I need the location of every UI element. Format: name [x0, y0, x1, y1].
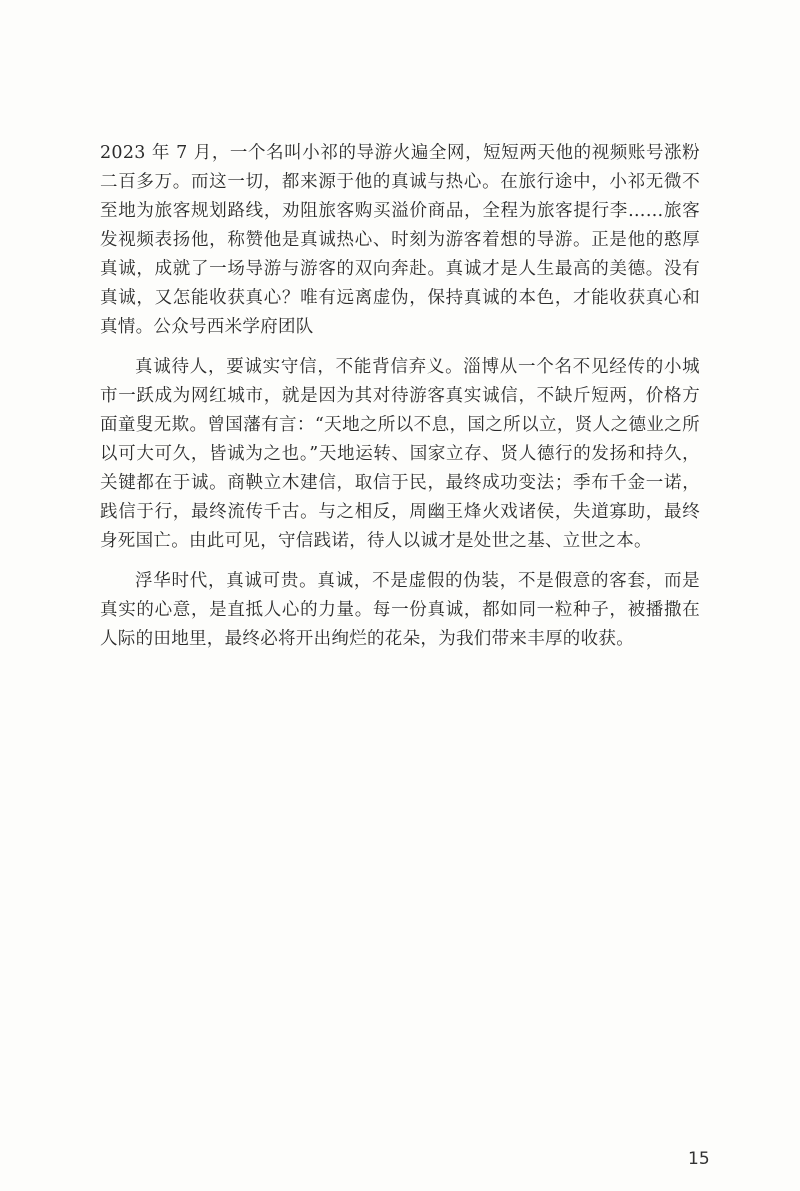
- paragraph-3: 浮华时代，真诚可贵。真诚，不是虚假的伪装，不是假意的客套，而是真实的心意，是直抵人心的力量。每一份真诚，都如同一粒种子，被播撒在人际的田地里，最终必将开出绚烂的花朵，为我们带来丰厚的收获。: [100, 571, 700, 649]
- page-number: 15: [688, 1149, 710, 1169]
- paragraph-2: 真诚待人，要诚实守信，不能背信弃义。淄博从一个名不见经传的小城市一跃成为网红城市，就是因为其对待游客真实诚信，不缺斤短两，价格方面童叟无欺。曾国藩有言：“天地之所以不息，国之所以立，贤人之德业之所以可大可久，皆诚为之也。”天地运转、国家立存、贤人德行的发扬和持久，关键都在于诚。商鞅立木建信，取信于民，最终成功变法；季布千金一诺，践信于行，最终流传千古。与之相反，周幽王烽火戏诸侯，失道寡助，最终身死国亡。由此可见，守信践诺，待人以诚才是处世之基、立世之本。: [100, 357, 700, 551]
- body-text: [100, 139, 700, 654]
- paragraph-1: 2023 年 7 月，一个名叫小祁的导游火遍全网，短短两天他的视频账号涨粉二百多万。而这一切，都来源于他的真诚与热心。在旅行途中，小祁无微不至地为旅客规划路线，劝阻旅客购买溢价商品，全程为旅客提行李……旅客发视频表扬他，称赞他是真诚热心、时刻为游客着想的导游。正是他的憨厚真诚，成就了一场导游与游客的双向奔赴。真诚才是人生最高的美德。没有真诚，又怎能收获真心？唯有远离虚伪，保持真诚的本色，才能收获真心和真情。公众号西米学府团队: [100, 143, 700, 337]
